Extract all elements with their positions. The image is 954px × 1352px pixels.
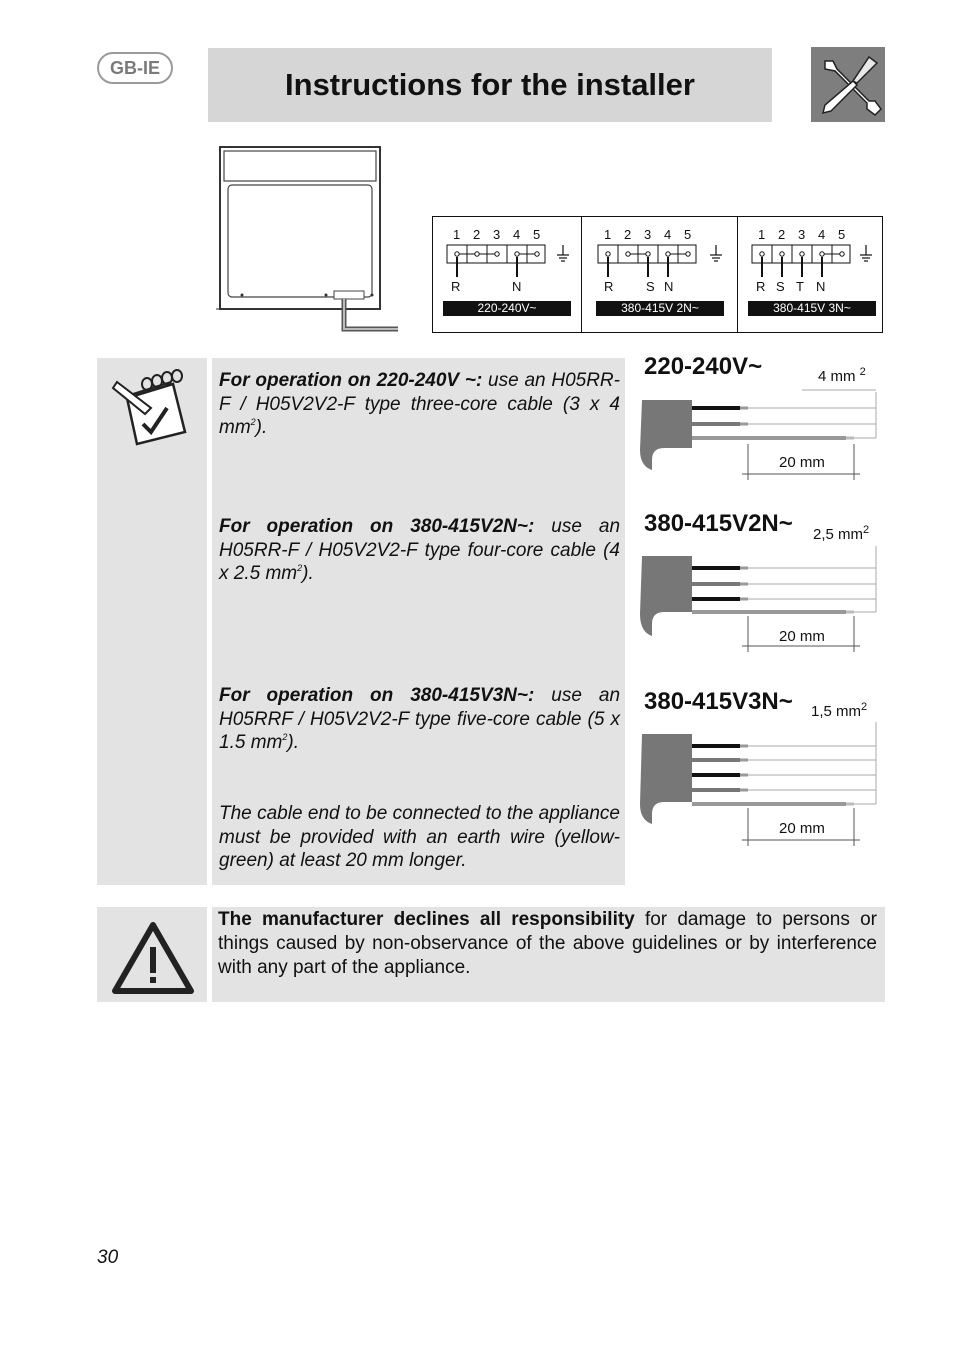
svg-text:4: 4	[664, 227, 672, 242]
svg-text:S: S	[646, 279, 655, 294]
appliance-diagram	[216, 143, 402, 335]
terminal-section-3n	[737, 217, 881, 332]
svg-text:4: 4	[818, 227, 826, 242]
svg-text:3: 3	[644, 227, 652, 242]
svg-text:1: 1	[604, 227, 612, 242]
cable-size-220: 4 mm $^2$	[818, 366, 866, 385]
svg-text:S: S	[776, 279, 785, 294]
wire-label: R	[451, 279, 461, 294]
cable-title-3n: 380-415V3N~	[644, 688, 793, 715]
cable-title-2n: 380-415V2N~	[644, 510, 793, 537]
warning-triangle-icon	[111, 919, 195, 995]
terminal-number: 5	[533, 227, 541, 242]
svg-text:3: 3	[798, 227, 806, 242]
warning-icon-column	[97, 907, 207, 1002]
cable-diagram-3n	[636, 720, 886, 850]
svg-text:2: 2	[778, 227, 786, 242]
notepad-check-icon	[111, 368, 193, 448]
svg-text:N: N	[816, 279, 826, 294]
svg-text:1: 1	[758, 227, 766, 242]
terminal-block-table	[432, 216, 883, 333]
svg-text:5: 5	[838, 227, 846, 242]
terminal-section-2n	[581, 217, 737, 332]
instruction-2n: For operation on 380-415V2N~: use an H05RR-F / H05V2V2-F type four-core cable (4 x 2.5 $mm^2$).	[219, 516, 621, 584]
terminal-section-220	[433, 217, 581, 332]
region-badge: GB-IE	[97, 52, 173, 84]
ground-symbol	[557, 245, 569, 261]
instruction-3n: For operation on 380-415V3N~: use an H05RRF / H05V2V2-F type five-core cable (5 x 1.5 $mm^2$).	[219, 685, 621, 753]
terminal-number: 3	[493, 227, 501, 242]
title-bar	[208, 48, 772, 122]
svg-text:N: N	[664, 279, 674, 294]
terminal-number: 2	[473, 227, 481, 242]
voltage-label: 380-415V 2N~	[596, 301, 724, 316]
page-number: 30	[97, 1247, 119, 1268]
svg-text:5: 5	[684, 227, 692, 242]
terminal-number: 1	[453, 227, 461, 242]
cable-length-2n: 20 mm	[779, 628, 825, 645]
cable-length-3n: 20 mm	[779, 820, 825, 837]
svg-text:T: T	[796, 279, 804, 294]
cable-size-2n: 2,5 $mm^2$	[813, 524, 870, 543]
instruction-220v: For operation on 220-240V ~: use an H05RR-F / H05V2V2-F type three-core cable (3 x 4 $mm^2$).	[219, 370, 620, 438]
page-title: Instructions for the installer	[285, 67, 695, 102]
svg-text:2: 2	[624, 227, 632, 242]
cable-diagram-2n	[636, 544, 886, 654]
terminal-number: 4	[513, 227, 521, 242]
voltage-label: 380-415V 3N~	[748, 301, 876, 316]
screwdriver-wrench-icon	[811, 47, 885, 122]
cable-size-3n: 1,5 $mm^2$	[811, 701, 868, 720]
cable-title-220: 220-240V~	[644, 353, 763, 380]
note-icon-column	[97, 358, 207, 885]
wire-label: N	[512, 279, 522, 294]
cable-diagram-220	[636, 386, 886, 486]
earth-wire-note: The cable end to be connected to the appliance must be provided with an earth wire (yellow-green) at least 20 mm longer.	[219, 803, 620, 871]
svg-text:R: R	[604, 279, 614, 294]
voltage-label: 220-240V~	[443, 301, 571, 316]
warning-text: The manufacturer declines all responsibility for damage to persons or things caused by non-observance of the above guidelines or by interference with any part of the appliance.	[218, 909, 877, 978]
cable-length-220: 20 mm	[779, 454, 825, 471]
svg-text:R: R	[756, 279, 766, 294]
